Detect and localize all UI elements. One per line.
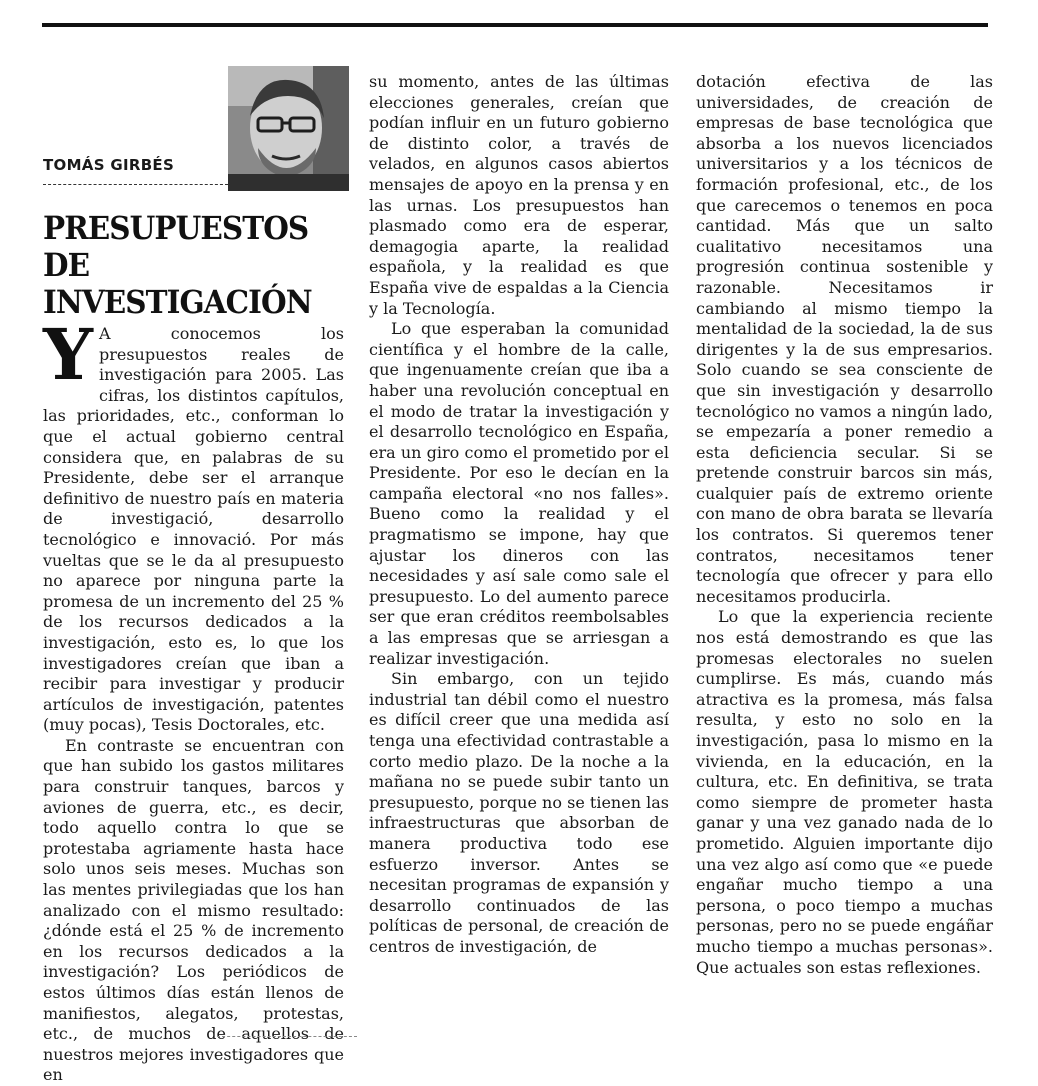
author-name: TOMÁS GIRBÉS: [43, 156, 175, 174]
paragraph: su momento, antes de las últimas elecciones generales, creían que podían influir en un futuro gobierno de distinto color, a través de velados, en algunos casos abiertos mensajes de apoyo en la prensa y en las urnas. Los presupuestos han plasmado como era de esperar, demagogia aparte, la realidad española, y la realidad es que España vive de espaldas a la Ciencia y la Tecnología.: [369, 72, 669, 318]
paragraph: Lo que la experiencia reciente nos está demostrando es que las promesas electorales no suelen cumplirse. Es más, cuando más atractiva es la promesa, más falsa resulta, y esto no solo en la investigación, pasa lo mismo en la vivienda, en la educación, en la cultura, etc. En definitiva, se trata como siempre de prometer hasta ganar y una vez ganado nada de lo prometido. Alguien importante dijo una vez algo así como que «e puede engañar mucho tiempo a una persona, o poco tiempo a muchas personas, pero no se puede engáñar mucho tiempo a muchas personas». Que actuales son estas reflexiones.: [696, 607, 993, 977]
paragraph: En contraste se encuentran con que han subido los gastos militares para construir tanques, barcos y aviones de guerra, etc., es decir, todo aquello contra lo que se protestaba agriamente hasta hace solo unos seis meses. Muchas son las mentes privilegiadas que los han analizado con el mismo resultado: ¿dónde está el 25 % de incremento en los recursos dedicados a la investigación? Los periódicos de estos últimos días están llenos de manifiestos, alegatos, protestas, etc., de muchos de aquellos de nuestros mejores investigadores que en: [43, 735, 344, 1085]
column-1: [43, 313, 344, 1086]
headline-line-2: INVESTIGACIÓN: [43, 283, 312, 321]
top-rule: [42, 23, 988, 27]
author-portrait-icon: [228, 66, 349, 191]
paragraph: dotación efectiva de las universidades, de creación de empresas de base tecnológica que absorba a los nuevos licenciados universitarios y a los técnicos de formación profesional, etc., de los que carecemos o tenemos en poca cantidad. Más que un salto cualitativo necesitamos una progresión continua sostenible y razonable. Necesitamos ir cambiando al mismo tiempo la mentalidad de la sociedad, la de sus dirigentes y la de sus empresarios. Solo cuando se sea consciente de que sin investigación y desarrollo tecnológico no vamos a ningún lado, se empezaría a poner remedio a esta deficiencia secular. Si se pretende construir barcos sin más, cualquier país de extremo oriente con mano de obra barata se llevaría los contratos. Si queremos tener contratos, necesitamos tener tecnología que ofrecer y para ello necesitamos producirla.: [696, 72, 993, 606]
drop-cap: Y: [43, 313, 93, 396]
paragraph: Sin embargo, con un tejido industrial tan débil como el nuestro es difícil creer que una medida así tenga una efectividad contrastable a corto medio plazo. De la noche a la mañana no se puede subir tanto un presupuesto, porque no se tienen las infraestructuras que absorban de manera productiva todo ese esfuerzo inversor. Antes se necesitan programas de expansión y desarrollo continuados de las políticas de personal, de creación de centros de investigación, de: [369, 669, 669, 956]
column-3: [696, 72, 993, 978]
column-2: [369, 72, 669, 958]
paragraph-text: A conocemos los presupuestos reales de investigación para 2005. Las cifras, los distintos capítulos, las prioridades, etc., conforman lo que el actual gobierno central considera que, en palabras de su Presidente, debe ser el arranque definitivo de nuestro país en materia de investigació, desarrollo tecnológico e innovació. Por más vueltas que se le da al presupuesto no aparece por ninguna parte la promesa de un incremento del 25 % de los recursos dedicados a la investigación, esto es, lo que los investigadores creían que iban a recibir para investigar y producir artículos de investigación, patentes (muy pocas), Tesis Doctorales, etc.: [43, 324, 344, 735]
headline: [43, 210, 328, 321]
author-dashed-rule: [43, 184, 228, 185]
bottom-dashed-rule: [217, 1036, 357, 1037]
author-photo: [228, 66, 349, 191]
paragraph: Lo que esperaban la comunidad científica y el hombre de la calle, que ingenuamente creían que iba a haber una revolución conceptual en el modo de tratar la investigación y el desarrollo tecnológico en España, era un giro como el prometido por el Presidente. Por eso le decían en la campaña electoral «no nos falles». Bueno como la realidad y el pragmatismo se impone, hay que ajustar los dineros con las necesidades y así sale como sale el presupuesto. Lo del aumento parece ser que eran créditos reembolsables a las empresas que se arriesgan a realizar investigación.: [369, 319, 669, 668]
headline-line-1: PRESUPUESTOS DE: [43, 209, 309, 284]
paragraph: [43, 313, 344, 736]
